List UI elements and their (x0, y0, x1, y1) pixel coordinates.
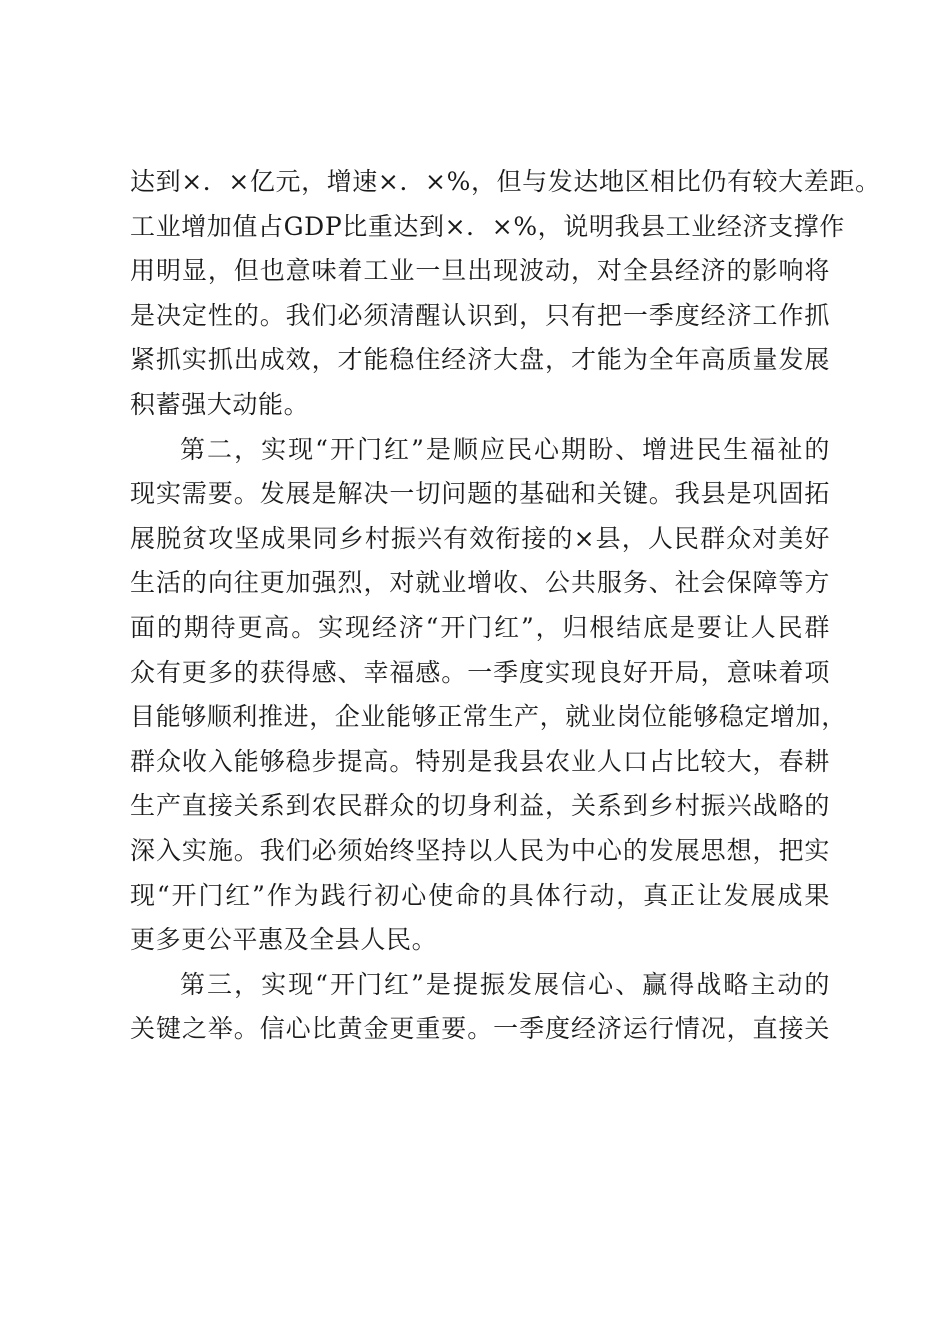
text-line: 目能够顺利推进，企业能够正常生产，就业岗位能够稳定增加， (130, 702, 847, 732)
text-line: 关键之举。信心比黄金更重要。一季度经济运行情况，直接关 (130, 1014, 830, 1044)
text-line: 达到×．×亿元，增速×．×%，但与发达地区相比仍有较大差距。 (130, 167, 881, 196)
text-line: 展脱贫攻坚成果同乡村振兴有效衔接的×县，人民群众对美好 (130, 523, 830, 553)
text-line: 生活的向往更加强烈，对就业增收、公共服务、社会保障等方 (130, 568, 830, 598)
text-line: 用明显，但也意味着工业一旦出现波动，对全县经济的影响将 (130, 256, 830, 286)
paragraph-start-line: 第二，实现“开门红”是顺应民心期盼、增进民生福祉的 (180, 434, 830, 464)
text-line: 现“开门红”作为践行初心使命的具体行动，真正让发展成果 (130, 880, 830, 910)
text-line: 群众收入能够稳步提高。特别是我县农业人口占比较大，春耕 (130, 746, 830, 776)
body-text (130, 160, 881, 1052)
text-line: 是决定性的。我们必须清醒认识到，只有把一季度经济工作抓 (130, 300, 830, 330)
text-line: 积蓄强大动能。 (130, 389, 310, 419)
text-line: 紧抓实抓出成效，才能稳住经济大盘，才能为全年高质量发展 (130, 345, 830, 375)
text-line: 生产直接关系到农民群众的切身利益，关系到乡村振兴战略的 (130, 791, 830, 821)
paragraph-start-line: 第三，实现“开门红”是提振发展信心、赢得战略主动的 (180, 969, 830, 999)
text-line: 现实需要。发展是解决一切问题的基础和关键。我县是巩固拓 (130, 479, 830, 509)
text-line: 深入实施。我们必须始终坚持以人民为中心的发展思想，把实 (130, 835, 830, 865)
text-line: 工业增加值占GDP比重达到×．×%，说明我县工业经济支撑作 (130, 211, 845, 241)
text-line: 更多更公平惠及全县人民。 (130, 925, 438, 955)
text-line: 面的期待更高。实现经济“开门红”，归根结底是要让人民群 (130, 612, 830, 642)
text-line: 众有更多的获得感、幸福感。一季度实现良好开局，意味着项 (130, 657, 830, 687)
